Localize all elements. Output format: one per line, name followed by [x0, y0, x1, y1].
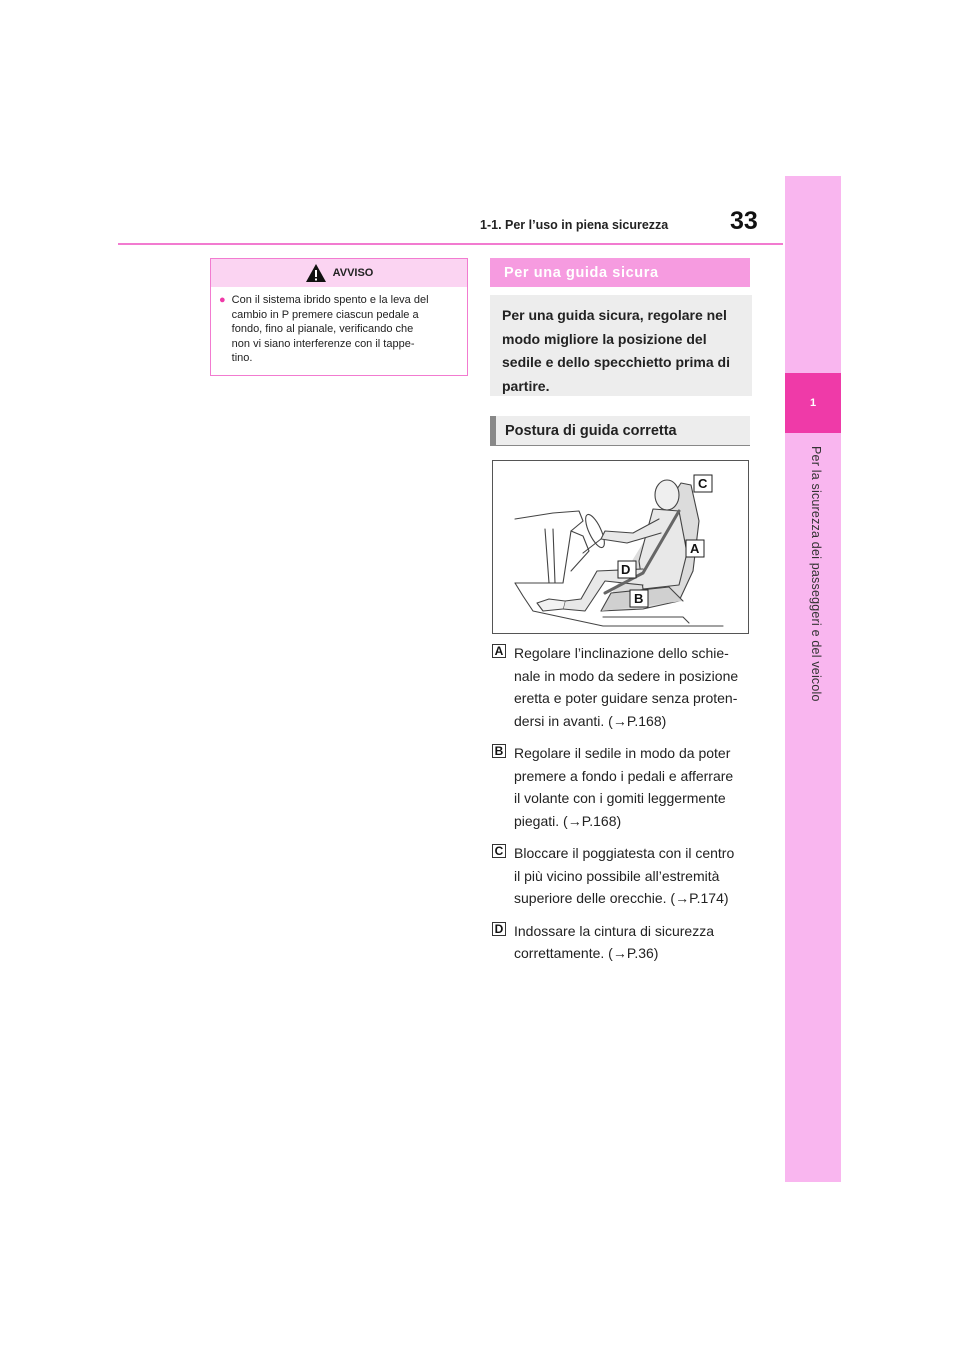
item-line: piegati. (→P.168): [514, 812, 622, 829]
driver-head: [655, 480, 679, 510]
item-line: nale in modo da sedere in posizione: [514, 667, 739, 684]
item-line: Bloccare il poggiatesta con il centro: [514, 845, 735, 861]
list-item: [492, 642, 754, 732]
dash-column: [545, 529, 555, 583]
header-rule: [118, 243, 783, 245]
item-badge: C: [492, 844, 506, 858]
item-line: Regolare il sedile in modo da poter: [514, 745, 731, 761]
section-intro: [490, 295, 752, 396]
figure-label-d: D: [621, 562, 631, 577]
posture-items: [492, 642, 754, 975]
warning-box: [210, 258, 468, 376]
chapter-title: Per la sicurezza dei passeggeri e del veicolo: [809, 446, 823, 702]
chapter-side-tab: [785, 176, 841, 1182]
figure-label-b: B: [634, 591, 644, 606]
warning-triangle-icon: [305, 263, 327, 283]
chapter-number: 1: [785, 373, 841, 433]
item-line: Regolare l’inclinazione dello schie-: [514, 645, 729, 661]
driving-posture-illustration: [493, 461, 748, 633]
item-text: [514, 920, 714, 965]
warning-text: [232, 293, 429, 366]
item-badge: A: [492, 644, 506, 658]
item-line: il volante con i gomiti leggermente: [514, 790, 726, 806]
warning-line: non vi siano interferenze con il tappe-: [231, 337, 415, 350]
item-line: premere a fondo i pedali e afferrare: [514, 767, 734, 784]
section-title: Per una guida sicura: [490, 258, 750, 287]
item-text: [514, 742, 733, 832]
warning-line: Con il sistema ibrido spento e la leva del: [231, 294, 429, 306]
warning-line: cambio in P premere ciascun pedale a: [231, 308, 419, 321]
page-number: 33: [730, 207, 758, 235]
item-text: [514, 642, 738, 732]
item-text: [514, 842, 734, 910]
driver-shoe: [537, 599, 565, 611]
list-item: [492, 742, 754, 832]
figure-label-a: A: [690, 541, 700, 556]
seat-rail: [603, 617, 689, 623]
intro-line: sedile e dello specchietto prima di: [502, 354, 730, 370]
item-line: superiore delle orecchie. (→P.174): [514, 890, 729, 906]
intro-line: Per una guida sicura, regolare nel: [502, 307, 727, 323]
dashboard-shape: [515, 511, 583, 583]
item-line: dersi in avanti. (→P.168): [514, 712, 667, 729]
item-line: correttamente. (→P.36): [514, 945, 659, 961]
warning-line: fondo, fino al pianale, verificando che: [231, 323, 414, 336]
warning-body: [211, 287, 467, 366]
intro-line: modo migliore la posizione del: [502, 330, 707, 347]
driving-posture-figure: [492, 460, 749, 634]
warning-header: [211, 259, 467, 287]
section-header-title: 1-1. Per l’uso in piena sicurezza: [480, 218, 669, 232]
list-item: [492, 842, 754, 910]
item-badge: D: [492, 922, 506, 936]
item-badge: B: [492, 744, 506, 758]
list-item: [492, 920, 754, 965]
driver-torso: [639, 509, 687, 589]
intro-line: partire.: [502, 377, 550, 394]
bullet-icon: ●: [219, 294, 226, 306]
item-line: Indossare la cintura di sicurezza: [514, 922, 714, 939]
subsection-title: Postura di guida corretta: [490, 416, 750, 446]
item-line: eretta e poter guidare senza proten-: [514, 690, 738, 706]
warning-label: AVVISO: [332, 267, 374, 279]
figure-label-c: C: [698, 476, 708, 491]
item-line: il più vicino possibile all’estremità: [514, 867, 720, 884]
warning-line: tino.: [231, 352, 253, 365]
